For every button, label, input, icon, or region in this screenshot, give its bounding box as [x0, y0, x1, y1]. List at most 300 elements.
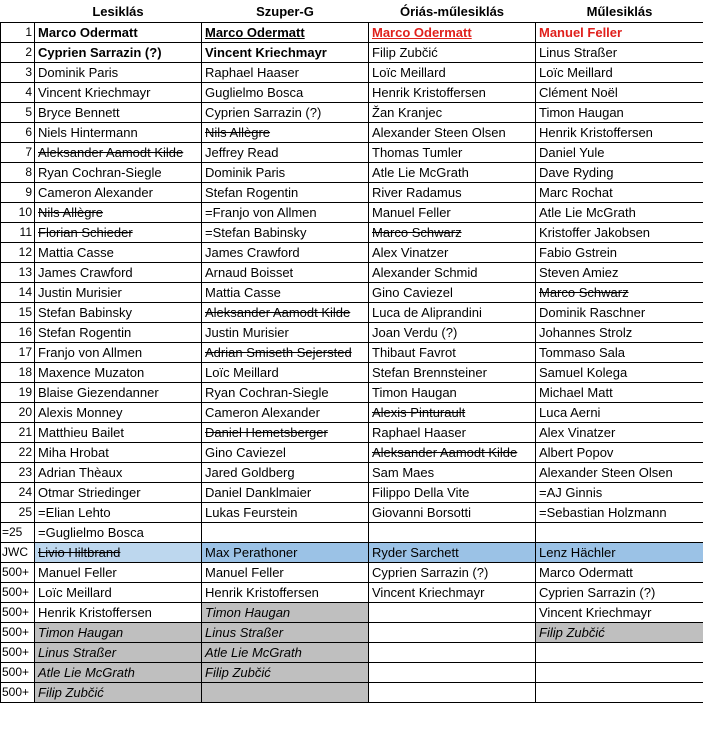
athlete-name: Linus Straßer: [38, 645, 117, 660]
athlete-name: Matthieu Bailet: [38, 425, 124, 440]
rank-cell: 500+: [1, 643, 35, 663]
athlete-name: Henrik Kristoffersen: [205, 585, 319, 600]
giant-slalom-cell: [369, 423, 536, 443]
header-rank: [1, 0, 35, 23]
table-row: [1, 343, 703, 363]
athlete-name: =Guglielmo Bosca: [38, 525, 144, 540]
super-g-cell: [202, 143, 369, 163]
athlete-name: Atle Lie McGrath: [539, 205, 636, 220]
super-g-cell: [202, 383, 369, 403]
downhill-cell: [35, 403, 202, 423]
table-row: [1, 243, 703, 263]
athlete-name: Stefan Babinsky: [38, 305, 132, 320]
athlete-name: Atle Lie McGrath: [205, 645, 302, 660]
athlete-name: Alexander Schmid: [372, 265, 478, 280]
athlete-name: Guglielmo Bosca: [205, 85, 304, 100]
table-body: [1, 23, 703, 703]
slalom-cell: [536, 463, 703, 483]
athlete-name: Alexis Pinturault: [372, 405, 466, 420]
downhill-cell: [35, 43, 202, 63]
slalom-cell: [536, 523, 703, 543]
downhill-cell: [35, 563, 202, 583]
athlete-name: Marco Schwarz: [539, 285, 629, 300]
table-row: [1, 323, 703, 343]
super-g-cell: [202, 263, 369, 283]
athlete-name: Florian Schieder: [38, 225, 133, 240]
athlete-name: Atle Lie McGrath: [38, 665, 135, 680]
athlete-name: Maxence Muzaton: [38, 365, 145, 380]
rank-cell: 4: [1, 83, 35, 103]
giant-slalom-cell: [369, 403, 536, 423]
downhill-cell: [35, 283, 202, 303]
athlete-name: Vincent Kriechmayr: [372, 585, 485, 600]
giant-slalom-cell: [369, 123, 536, 143]
downhill-cell: [35, 263, 202, 283]
giant-slalom-cell: [369, 623, 536, 643]
athlete-name: Livio Hiltbrand: [38, 545, 121, 560]
slalom-cell: [536, 183, 703, 203]
athlete-name: Timon Haugan: [539, 105, 624, 120]
giant-slalom-cell: [369, 323, 536, 343]
athlete-name: Timon Haugan: [205, 605, 291, 620]
athlete-name: Timon Haugan: [38, 625, 124, 640]
rank-cell: 9: [1, 183, 35, 203]
athlete-name: Blaise Giezendanner: [38, 385, 159, 400]
athlete-name: Gino Caviezel: [372, 285, 453, 300]
giant-slalom-cell: [369, 203, 536, 223]
athlete-name: Lukas Feurstein: [205, 505, 298, 520]
slalom-cell: [536, 283, 703, 303]
rank-cell: 13: [1, 263, 35, 283]
downhill-cell: [35, 303, 202, 323]
athlete-name: =Sebastian Holzmann: [539, 505, 667, 520]
athlete-name: Marco Odermatt: [539, 565, 633, 580]
athlete-name: Adrian Thèaux: [38, 465, 123, 480]
downhill-cell: [35, 243, 202, 263]
athlete-name: Mattia Casse: [38, 245, 114, 260]
giant-slalom-cell: [369, 303, 536, 323]
super-g-cell: [202, 303, 369, 323]
super-g-cell: [202, 223, 369, 243]
athlete-name: Stefan Rogentin: [38, 325, 132, 340]
giant-slalom-cell: [369, 163, 536, 183]
super-g-cell: [202, 343, 369, 363]
athlete-name: =Elian Lehto: [38, 505, 111, 520]
giant-slalom-cell: [369, 23, 536, 43]
table-row: [1, 503, 703, 523]
giant-slalom-cell: [369, 223, 536, 243]
athlete-name: Stefan Brennsteiner: [372, 365, 487, 380]
athlete-name: Aleksander Aamodt Kilde: [205, 305, 351, 320]
athlete-name: Daniel Yule: [539, 145, 605, 160]
rank-cell: 3: [1, 63, 35, 83]
giant-slalom-cell: [369, 263, 536, 283]
athlete-name: Loïc Meillard: [38, 585, 112, 600]
athlete-name: Linus Straßer: [205, 625, 284, 640]
downhill-cell: [35, 323, 202, 343]
athlete-name: Arnaud Boisset: [205, 265, 294, 280]
slalom-cell: [536, 303, 703, 323]
super-g-cell: [202, 43, 369, 63]
rank-cell: 10: [1, 203, 35, 223]
super-g-cell: [202, 503, 369, 523]
athlete-name: Filip Zubčić: [205, 665, 271, 680]
athlete-name: Ryder Sarchett: [372, 545, 459, 560]
super-g-cell: [202, 423, 369, 443]
athlete-name: Žan Kranjec: [372, 105, 443, 120]
athlete-name: Michael Matt: [539, 385, 613, 400]
athlete-name: Loïc Meillard: [205, 365, 279, 380]
rank-cell: 11: [1, 223, 35, 243]
super-g-cell: [202, 23, 369, 43]
table-row: [1, 263, 703, 283]
athlete-name: Niels Hintermann: [38, 125, 138, 140]
header-downhill: Lesiklás: [35, 0, 202, 23]
super-g-cell: [202, 523, 369, 543]
athlete-name: =Franjo von Allmen: [205, 205, 317, 220]
slalom-cell: [536, 83, 703, 103]
rank-cell: 18: [1, 363, 35, 383]
rank-cell: 23: [1, 463, 35, 483]
table-row: [1, 83, 703, 103]
athlete-name: Manuel Feller: [372, 205, 451, 220]
giant-slalom-cell: [369, 483, 536, 503]
downhill-cell: [35, 543, 202, 563]
downhill-cell: [35, 483, 202, 503]
downhill-cell: [35, 23, 202, 43]
athlete-name: =Stefan Babinsky: [205, 225, 307, 240]
super-g-cell: [202, 483, 369, 503]
athlete-name: Daniel Danklmaier: [205, 485, 312, 500]
slalom-cell: [536, 623, 703, 643]
downhill-cell: [35, 523, 202, 543]
super-g-cell: [202, 283, 369, 303]
super-g-cell: [202, 403, 369, 423]
table-row: [1, 163, 703, 183]
table-row: [1, 43, 703, 63]
slalom-cell: [536, 543, 703, 563]
slalom-cell: [536, 263, 703, 283]
rank-cell: 24: [1, 483, 35, 503]
athlete-name: Albert Popov: [539, 445, 614, 460]
giant-slalom-cell: [369, 643, 536, 663]
header-super-g: Szuper-G: [202, 0, 369, 23]
rank-cell: 14: [1, 283, 35, 303]
table-row: [1, 523, 703, 543]
athlete-name: Alex Vinatzer: [372, 245, 449, 260]
giant-slalom-cell: [369, 83, 536, 103]
slalom-cell: [536, 603, 703, 623]
downhill-cell: [35, 83, 202, 103]
giant-slalom-cell: [369, 283, 536, 303]
rank-cell: 8: [1, 163, 35, 183]
athlete-name: Filip Zubčić: [38, 685, 104, 700]
athlete-name: Otmar Striedinger: [38, 485, 141, 500]
athlete-name: Justin Murisier: [38, 285, 122, 300]
downhill-cell: [35, 203, 202, 223]
athlete-name: Linus Straßer: [539, 45, 618, 60]
athlete-name: Aleksander Aamodt Kilde: [372, 445, 518, 460]
downhill-cell: [35, 603, 202, 623]
downhill-cell: [35, 583, 202, 603]
athlete-name: Loïc Meillard: [372, 65, 446, 80]
downhill-cell: [35, 223, 202, 243]
downhill-cell: [35, 443, 202, 463]
giant-slalom-cell: [369, 503, 536, 523]
table-row: [1, 403, 703, 423]
slalom-cell: [536, 103, 703, 123]
table-row: [1, 423, 703, 443]
giant-slalom-cell: [369, 603, 536, 623]
giant-slalom-cell: [369, 663, 536, 683]
table-row: [1, 223, 703, 243]
giant-slalom-cell: [369, 683, 536, 703]
rank-cell: 17: [1, 343, 35, 363]
super-g-cell: [202, 63, 369, 83]
slalom-cell: [536, 343, 703, 363]
athlete-name: Vincent Kriechmayr: [539, 605, 652, 620]
rank-cell: JWC: [1, 543, 35, 563]
super-g-cell: [202, 123, 369, 143]
slalom-cell: [536, 203, 703, 223]
super-g-cell: [202, 203, 369, 223]
athlete-name: Vincent Kriechmayr: [205, 45, 327, 60]
super-g-cell: [202, 163, 369, 183]
table-row: [1, 683, 703, 703]
super-g-cell: [202, 583, 369, 603]
athlete-name: Stefan Rogentin: [205, 185, 299, 200]
rank-cell: 6: [1, 123, 35, 143]
slalom-cell: [536, 423, 703, 443]
athlete-name: Manuel Feller: [205, 565, 284, 580]
slalom-cell: [536, 403, 703, 423]
downhill-cell: [35, 63, 202, 83]
slalom-cell: [536, 483, 703, 503]
rank-cell: 21: [1, 423, 35, 443]
rank-cell: 15: [1, 303, 35, 323]
downhill-cell: [35, 383, 202, 403]
slalom-cell: [536, 583, 703, 603]
downhill-cell: [35, 123, 202, 143]
table-row: [1, 443, 703, 463]
downhill-cell: [35, 623, 202, 643]
super-g-cell: [202, 243, 369, 263]
athlete-name: Alexander Steen Olsen: [539, 465, 673, 480]
giant-slalom-cell: [369, 523, 536, 543]
athlete-name: Filippo Della Vite: [372, 485, 470, 500]
athlete-name: Dominik Paris: [205, 165, 286, 180]
athlete-name: Alexis Monney: [38, 405, 123, 420]
athlete-name: Marco Schwarz: [372, 225, 462, 240]
athlete-name: Giovanni Borsotti: [372, 505, 471, 520]
super-g-cell: [202, 683, 369, 703]
rank-cell: 5: [1, 103, 35, 123]
rank-cell: 500+: [1, 663, 35, 683]
super-g-cell: [202, 663, 369, 683]
athlete-name: Clément Noël: [539, 85, 618, 100]
slalom-cell: [536, 43, 703, 63]
athlete-name: Miha Hrobat: [38, 445, 109, 460]
giant-slalom-cell: [369, 383, 536, 403]
downhill-cell: [35, 683, 202, 703]
slalom-cell: [536, 223, 703, 243]
athlete-name: Sam Maes: [372, 465, 435, 480]
rank-cell: 500+: [1, 563, 35, 583]
table-row: [1, 583, 703, 603]
rank-cell: 19: [1, 383, 35, 403]
athlete-name: Timon Haugan: [372, 385, 457, 400]
athlete-name: Manuel Feller: [38, 565, 117, 580]
athlete-name: Joan Verdu (?): [372, 325, 458, 340]
slalom-cell: [536, 323, 703, 343]
downhill-cell: [35, 183, 202, 203]
athlete-name: Bryce Bennett: [38, 105, 120, 120]
athlete-name: Marco Odermatt: [372, 25, 472, 40]
athlete-name: Henrik Kristoffersen: [38, 605, 152, 620]
slalom-cell: [536, 643, 703, 663]
rank-cell: 500+: [1, 583, 35, 603]
slalom-cell: [536, 243, 703, 263]
rank-cell: 2: [1, 43, 35, 63]
athlete-name: Gino Caviezel: [205, 445, 286, 460]
athlete-name: Cameron Alexander: [38, 185, 153, 200]
athlete-name: Samuel Kolega: [539, 365, 628, 380]
rank-cell: 22: [1, 443, 35, 463]
giant-slalom-cell: [369, 583, 536, 603]
super-g-cell: [202, 83, 369, 103]
athlete-name: Henrik Kristoffersen: [372, 85, 486, 100]
super-g-cell: [202, 623, 369, 643]
rank-cell: 500+: [1, 683, 35, 703]
slalom-cell: [536, 63, 703, 83]
athlete-name: Cyprien Sarrazin (?): [539, 585, 656, 600]
giant-slalom-cell: [369, 363, 536, 383]
table-row: [1, 183, 703, 203]
athlete-name: Nils Allègre: [205, 125, 271, 140]
athlete-name: Henrik Kristoffersen: [539, 125, 653, 140]
athlete-name: Ryan Cochran-Siegle: [38, 165, 162, 180]
table-row: [1, 643, 703, 663]
athlete-name: Thomas Tumler: [372, 145, 463, 160]
table-row: [1, 483, 703, 503]
slalom-cell: [536, 123, 703, 143]
table-row: [1, 283, 703, 303]
super-g-cell: [202, 463, 369, 483]
rank-cell: 20: [1, 403, 35, 423]
downhill-cell: [35, 503, 202, 523]
table-row: [1, 363, 703, 383]
rank-cell: 7: [1, 143, 35, 163]
downhill-cell: [35, 463, 202, 483]
rank-cell: 500+: [1, 623, 35, 643]
slalom-cell: [536, 163, 703, 183]
athlete-name: Ryan Cochran-Siegle: [205, 385, 329, 400]
athlete-name: James Crawford: [38, 265, 133, 280]
table-row: [1, 123, 703, 143]
giant-slalom-cell: [369, 243, 536, 263]
table-row: [1, 23, 703, 43]
slalom-cell: [536, 503, 703, 523]
giant-slalom-cell: [369, 143, 536, 163]
giant-slalom-cell: [369, 463, 536, 483]
slalom-cell: [536, 663, 703, 683]
table-row: [1, 623, 703, 643]
downhill-cell: [35, 163, 202, 183]
athlete-name: Alexander Steen Olsen: [372, 125, 506, 140]
athlete-name: Mattia Casse: [205, 285, 281, 300]
athlete-name: Nils Allègre: [38, 205, 104, 220]
athlete-name: Cameron Alexander: [205, 405, 320, 420]
rank-cell: 500+: [1, 603, 35, 623]
table-row: [1, 103, 703, 123]
table-row: [1, 303, 703, 323]
slalom-cell: [536, 443, 703, 463]
table-row: [1, 383, 703, 403]
downhill-cell: [35, 663, 202, 683]
super-g-cell: [202, 103, 369, 123]
header-row: [1, 0, 703, 23]
super-g-cell: [202, 363, 369, 383]
super-g-cell: [202, 323, 369, 343]
rank-cell: 16: [1, 323, 35, 343]
giant-slalom-cell: [369, 343, 536, 363]
table-row: [1, 463, 703, 483]
athlete-name: Dave Ryding: [539, 165, 614, 180]
athlete-name: Max Perathoner: [205, 545, 298, 560]
super-g-cell: [202, 643, 369, 663]
athlete-name: Marco Odermatt: [38, 25, 138, 40]
slalom-cell: [536, 383, 703, 403]
header-giant-slalom: Óriás-műlesiklás: [369, 0, 536, 23]
athlete-name: Atle Lie McGrath: [372, 165, 469, 180]
athlete-name: James Crawford: [205, 245, 300, 260]
rank-cell: 1: [1, 23, 35, 43]
athlete-name: Jeffrey Read: [205, 145, 279, 160]
downhill-cell: [35, 343, 202, 363]
slalom-cell: [536, 563, 703, 583]
giant-slalom-cell: [369, 563, 536, 583]
super-g-cell: [202, 543, 369, 563]
athlete-name: Vincent Kriechmayr: [38, 85, 151, 100]
super-g-cell: [202, 563, 369, 583]
downhill-cell: [35, 363, 202, 383]
athlete-name: Marco Odermatt: [205, 25, 305, 40]
table-row: [1, 563, 703, 583]
giant-slalom-cell: [369, 543, 536, 563]
athlete-name: Johannes Strolz: [539, 325, 633, 340]
slalom-cell: [536, 23, 703, 43]
athlete-name: Loïc Meillard: [539, 65, 613, 80]
athlete-name: Raphael Haaser: [372, 425, 466, 440]
table-row: [1, 203, 703, 223]
table-row: [1, 63, 703, 83]
athlete-name: Dominik Raschner: [539, 305, 646, 320]
giant-slalom-cell: [369, 103, 536, 123]
athlete-name: Raphael Haaser: [205, 65, 299, 80]
giant-slalom-cell: [369, 443, 536, 463]
table-row: [1, 543, 703, 563]
athlete-name: Filip Zubčić: [372, 45, 438, 60]
downhill-cell: [35, 643, 202, 663]
athlete-name: Cyprien Sarrazin (?): [372, 565, 489, 580]
athlete-name: Thibaut Favrot: [372, 345, 456, 360]
athlete-name: Tommaso Sala: [539, 345, 625, 360]
athlete-name: Steven Amiez: [539, 265, 619, 280]
giant-slalom-cell: [369, 63, 536, 83]
super-g-cell: [202, 603, 369, 623]
athlete-name: Cyprien Sarrazin (?): [205, 105, 322, 120]
super-g-cell: [202, 443, 369, 463]
